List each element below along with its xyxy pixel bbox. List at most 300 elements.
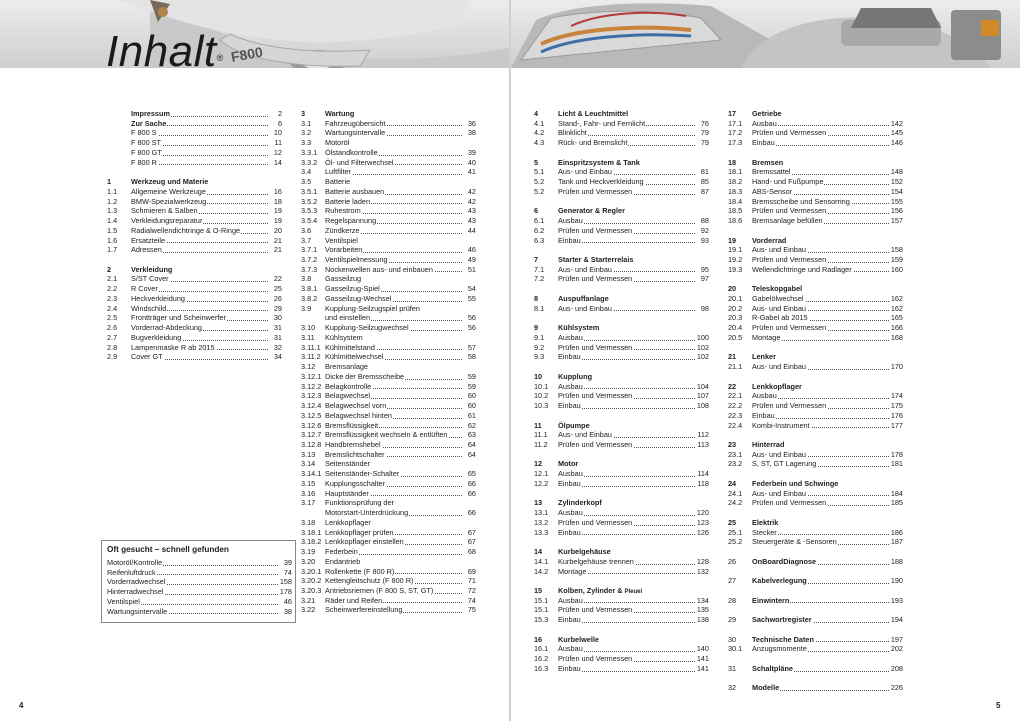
toc-entry-title-text: Ausbau <box>558 644 583 654</box>
toc-entry[interactable] <box>301 576 476 586</box>
toc-entry-number: 5.1 <box>534 167 545 177</box>
toc-entry[interactable] <box>301 489 476 499</box>
toc-entry-title <box>752 265 853 274</box>
toc-entry[interactable] <box>301 391 476 401</box>
toc-entry[interactable] <box>728 411 903 421</box>
toc-entry[interactable] <box>301 177 476 187</box>
toc-entry[interactable] <box>301 352 476 362</box>
toc-entry-title-text: Ölstandkontrolle <box>325 147 378 157</box>
toc-entry-page: 100 <box>696 332 709 342</box>
toc-entry-title <box>325 596 383 605</box>
toc-entry[interactable] <box>301 255 476 265</box>
toc-entry[interactable] <box>534 343 709 353</box>
toc-entry[interactable] <box>301 274 476 284</box>
toc-entry[interactable] <box>301 421 476 431</box>
toc-entry[interactable] <box>534 508 709 518</box>
toc-entry-page: 21 <box>273 235 282 245</box>
toc-entry-number: 3.5.2 <box>301 196 318 206</box>
toc-entry-page: 38 <box>283 606 292 616</box>
toc-entry[interactable] <box>534 654 709 664</box>
toc-entry[interactable] <box>728 459 903 469</box>
toc-entry[interactable] <box>301 498 476 508</box>
toc-entry-title <box>752 119 778 128</box>
toc-entry-title <box>752 683 780 692</box>
toc-entry[interactable] <box>301 401 476 411</box>
toc-entry-number: 7 <box>534 255 539 265</box>
toc-entry-number: 3.12.6 <box>301 420 322 430</box>
toc-chapter-heading[interactable] <box>728 158 903 168</box>
toc-entry[interactable] <box>107 148 282 158</box>
toc-entry[interactable] <box>107 245 282 255</box>
toc-chapter-heading[interactable] <box>728 518 903 528</box>
toc-entry-number: 2.4 <box>107 303 118 313</box>
toc-entry-title-text: Prüfen und Vermessen <box>558 605 633 615</box>
toc-entry-title <box>558 518 633 527</box>
toc-entry-page: 42 <box>467 186 476 196</box>
toc-entry[interactable] <box>107 197 282 207</box>
toc-entry[interactable] <box>301 547 476 557</box>
toc-entry-title-text: Einbau <box>558 352 581 362</box>
toc-entry[interactable] <box>301 382 476 392</box>
toc-entry[interactable] <box>301 537 476 547</box>
toc-entry[interactable] <box>534 615 709 625</box>
toc-chapter-heading[interactable] <box>728 479 903 489</box>
toc-entry[interactable] <box>107 236 282 246</box>
toc-entry[interactable] <box>107 216 282 226</box>
toc-entry[interactable] <box>728 313 903 323</box>
toc-entry[interactable] <box>107 138 282 148</box>
toc-entry[interactable] <box>107 323 282 333</box>
toc-entry[interactable] <box>728 421 903 431</box>
toc-entry-page: 140 <box>696 644 709 654</box>
toc-entry[interactable] <box>728 294 903 304</box>
toc-entry[interactable] <box>301 245 476 255</box>
toc-entry[interactable] <box>301 216 476 226</box>
toc-entry[interactable] <box>534 382 709 392</box>
toc-entry[interactable] <box>107 119 282 129</box>
toc-entry[interactable] <box>534 304 709 314</box>
toc-entry[interactable] <box>534 664 709 674</box>
toc-entry-title-text: Tank und Heckverkleidung <box>558 177 644 187</box>
toc-entry-number: 3.8.1 <box>301 284 318 294</box>
toc-entry-title <box>325 567 395 576</box>
toc-entry-title-text: Bremssattel <box>752 167 791 177</box>
toc-entry[interactable] <box>301 158 476 168</box>
toc-entry[interactable] <box>534 479 709 489</box>
toc-spacer <box>107 167 282 177</box>
toc-entry[interactable] <box>728 489 903 499</box>
toc-entry-title <box>131 216 203 225</box>
toc-entry-title-text: Montage <box>752 332 781 342</box>
toc-entry[interactable] <box>107 274 282 284</box>
toc-entry-title-text: Dicke der Bremsscheibe <box>325 371 405 381</box>
toc-entry-page: 177 <box>890 420 903 430</box>
toc-entry[interactable] <box>301 372 476 382</box>
toc-entry[interactable] <box>107 577 292 587</box>
toc-entry[interactable] <box>534 216 709 226</box>
toc-entry[interactable] <box>534 596 709 606</box>
toc-entry-title-text: Fahrzeugübersicht <box>325 118 386 128</box>
toc-entry[interactable] <box>301 528 476 538</box>
toc-chapter-heading[interactable] <box>534 255 709 265</box>
toc-entry-number: 12.1 <box>534 469 549 479</box>
toc-entry-title-text: Frontträger und Scheinwerfer <box>131 313 226 323</box>
toc-entry[interactable] <box>534 518 709 528</box>
toc-chapter-heading[interactable] <box>728 109 903 119</box>
toc-chapter-heading[interactable] <box>728 440 903 450</box>
toc-entry-number: 3.19 <box>301 547 316 557</box>
toc-chapter-heading[interactable] <box>301 109 476 119</box>
toc-entry[interactable] <box>301 148 476 158</box>
toc-entry[interactable] <box>534 430 709 440</box>
toc-entry[interactable] <box>301 430 476 440</box>
toc-entry[interactable] <box>301 450 476 460</box>
toc-entry-number: 18.2 <box>728 177 743 187</box>
toc-chapter-heading[interactable] <box>534 635 709 645</box>
toc-entry-title <box>558 440 633 449</box>
toc-entry[interactable] <box>107 597 292 607</box>
toc-entry-number: 12 <box>534 459 543 469</box>
toc-entry-title <box>558 304 613 313</box>
toc-entry-number: 3.11.2 <box>301 352 321 362</box>
toc-entry-page: 46 <box>283 596 292 606</box>
toc-chapter-heading[interactable] <box>728 352 903 362</box>
toc-entry[interactable] <box>301 343 476 353</box>
toc-entry-title <box>752 362 807 371</box>
toc-entry[interactable] <box>728 537 903 547</box>
toc-entry[interactable] <box>534 265 709 275</box>
toc-entry[interactable] <box>534 605 709 615</box>
toc-entry[interactable] <box>301 294 476 304</box>
toc-entry-page: 66 <box>467 508 476 518</box>
toc-entry[interactable] <box>534 644 709 654</box>
toc-entry[interactable] <box>301 138 476 148</box>
toc-chapter-heading[interactable] <box>534 372 709 382</box>
toc-entry[interactable] <box>728 119 903 129</box>
toc-entry-title <box>131 333 182 342</box>
toc-entry[interactable] <box>728 615 903 625</box>
toc-entry[interactable] <box>534 352 709 362</box>
toc-entry[interactable] <box>728 401 903 411</box>
toc-entry-title-text: Funktionsprüfung der <box>325 498 394 508</box>
toc-entry[interactable] <box>534 274 709 284</box>
toc-entry-title-text: Windschild <box>131 303 167 313</box>
toc-entry-number: 22.3 <box>728 410 743 420</box>
page-title <box>106 27 224 76</box>
toc-entry[interactable] <box>107 128 282 138</box>
toc-entry[interactable] <box>301 586 476 596</box>
toc-entry[interactable] <box>301 518 476 528</box>
toc-entry-page: 60 <box>467 391 476 401</box>
toc-entry-page: 194 <box>890 615 903 625</box>
toc-entry[interactable] <box>728 528 903 538</box>
toc-entry[interactable] <box>301 567 476 577</box>
toc-entry[interactable] <box>107 206 282 216</box>
toc-entry[interactable] <box>301 128 476 138</box>
toc-entry-title-text: Prüfen und Vermessen <box>752 128 827 138</box>
toc-entry[interactable] <box>107 284 282 294</box>
toc-entry-number: 3.5.1 <box>301 186 318 196</box>
toc-entry[interactable] <box>107 304 282 314</box>
toc-entry[interactable] <box>301 333 476 343</box>
toc-entry[interactable] <box>728 498 903 508</box>
toc-entry-title <box>558 654 633 663</box>
toc-entry-title <box>107 558 163 567</box>
toc-entry-page: 46 <box>467 245 476 255</box>
toc-entry-title <box>325 148 379 157</box>
toc-entry-number: 25 <box>728 517 737 527</box>
toc-entry-number: 29 <box>728 615 737 625</box>
toc-entry[interactable] <box>534 567 709 577</box>
toc-entry-number: 16.1 <box>534 644 549 654</box>
toc-entry-title-text: Belagwechsel hinten <box>325 410 392 420</box>
toc-entry-page: 56 <box>467 323 476 333</box>
toc-entry-page: 54 <box>467 284 476 294</box>
toc-entry[interactable] <box>728 664 903 674</box>
toc-entry[interactable] <box>301 411 476 421</box>
toc-entry-title <box>325 109 355 118</box>
toc-entry[interactable] <box>728 206 903 216</box>
toc-spacer <box>107 255 282 265</box>
toc-entry-title <box>752 352 777 361</box>
toc-entry-number: 1.1 <box>107 186 118 196</box>
toc-entry-number: 3.20.1 <box>301 566 322 576</box>
motorcycle-image-left <box>0 0 509 68</box>
toc-entry[interactable] <box>534 469 709 479</box>
toc-entry-title <box>325 557 361 566</box>
toc-entry[interactable] <box>728 304 903 314</box>
toc-chapter-heading[interactable] <box>534 586 709 596</box>
toc-entry[interactable] <box>301 605 476 615</box>
toc-entry-title <box>325 411 393 420</box>
toc-entry[interactable] <box>301 119 476 129</box>
toc-entry[interactable] <box>534 138 709 148</box>
toc-chapter-heading[interactable] <box>534 294 709 304</box>
toc-entry[interactable] <box>728 138 903 148</box>
toc-entry[interactable] <box>301 226 476 236</box>
toc-entry-title <box>131 197 207 206</box>
toc-entry-title-text: Luftfilter <box>325 167 351 177</box>
toc-entry-title-text: Adressen <box>131 245 162 255</box>
toc-entry[interactable] <box>728 197 903 207</box>
toc-entry-page: 134 <box>696 595 709 605</box>
toc-entry-title-text: Einbau <box>752 138 775 148</box>
toc-entry-number: 19.3 <box>728 264 743 274</box>
toc-entry[interactable] <box>728 450 903 460</box>
toc-entry[interactable] <box>728 245 903 255</box>
toc-entry[interactable] <box>534 333 709 343</box>
toc-entry[interactable] <box>534 119 709 129</box>
toc-entry[interactable] <box>107 558 292 568</box>
toc-entry-page: 190 <box>890 576 903 586</box>
toc-entry[interactable] <box>301 265 476 275</box>
toc-entry[interactable] <box>107 158 282 168</box>
toc-entry-page: 186 <box>890 527 903 537</box>
toc-spacer <box>534 197 709 207</box>
toc-entry-number: 30 <box>728 634 737 644</box>
toc-entry[interactable] <box>534 226 709 236</box>
toc-entry-page: 42 <box>467 196 476 206</box>
toc-entry[interactable] <box>728 333 903 343</box>
toc-chapter-heading[interactable] <box>534 459 709 469</box>
toc-entry-number: 3.7 <box>301 235 312 245</box>
toc-entry-title-text: Prüfen und Vermessen <box>752 498 827 508</box>
toc-entry-title-text: Motoröl/Kontrolle <box>107 558 163 567</box>
toc-entry[interactable] <box>728 391 903 401</box>
toc-entry[interactable] <box>728 557 903 567</box>
toc-entry[interactable] <box>728 323 903 333</box>
toc-entry-title-text: Hauptständer <box>325 488 369 498</box>
toc-entry-title <box>752 255 827 264</box>
toc-entry-number: 2.2 <box>107 284 118 294</box>
toc-entry[interactable] <box>534 167 709 177</box>
toc-entry-title-text: Bremsanlage <box>325 362 368 372</box>
toc-entry[interactable] <box>107 343 282 353</box>
toc-chapter-heading[interactable] <box>534 547 709 557</box>
toc-entry-title <box>325 469 400 478</box>
toc-chapter-heading[interactable] <box>534 421 709 431</box>
toc-entry-title-text: F 800 R <box>131 157 157 167</box>
toc-spacer <box>728 226 903 236</box>
toc-entry[interactable] <box>107 352 282 362</box>
toc-entry-title-text: Wellendichtringe und Radlager <box>752 264 852 274</box>
toc-entry-page: 58 <box>467 352 476 362</box>
toc-entry-title <box>131 265 173 274</box>
toc-entry[interactable] <box>301 187 476 197</box>
toc-entry[interactable] <box>107 226 282 236</box>
toc-entry[interactable] <box>534 391 709 401</box>
toc-entry[interactable] <box>107 294 282 304</box>
toc-entry-title-text: Motor <box>558 459 579 469</box>
toc-entry-number: 3.11 <box>301 332 315 342</box>
toc-entry-title <box>752 109 783 118</box>
toc-entry[interactable] <box>534 128 709 138</box>
toc-entry-page: 76 <box>700 118 709 128</box>
toc-spacer <box>728 674 903 684</box>
toc-entry-number: 3.12.2 <box>301 381 322 391</box>
toc-entry-number: 3.7.2 <box>301 255 318 265</box>
toc-entry-title <box>558 265 613 274</box>
toc-entry[interactable] <box>301 596 476 606</box>
toc-entry[interactable] <box>301 206 476 216</box>
toc-entry[interactable] <box>728 576 903 586</box>
toc-spacer <box>534 313 709 323</box>
toc-entry[interactable] <box>301 440 476 450</box>
toc-entry[interactable] <box>728 635 903 645</box>
toc-entry[interactable] <box>107 313 282 323</box>
toc-entry[interactable] <box>301 469 476 479</box>
toc-entry-title-text: Ausbau <box>558 332 583 342</box>
toc-entry[interactable] <box>301 236 476 246</box>
toc-entry[interactable] <box>301 362 476 372</box>
toc-entry-title <box>131 226 241 235</box>
toc-entry-number: 31 <box>728 663 737 673</box>
toc-entry[interactable] <box>301 323 476 333</box>
toc-entry-title <box>131 352 164 361</box>
toc-chapter-heading[interactable] <box>534 109 709 119</box>
toc-entry[interactable] <box>534 401 709 411</box>
toc-entry[interactable] <box>728 216 903 226</box>
toc-spacer <box>728 625 903 635</box>
toc-entry[interactable] <box>534 236 709 246</box>
toc-entry[interactable] <box>728 187 903 197</box>
toc-entry-title <box>752 421 811 430</box>
toc-entry[interactable] <box>728 255 903 265</box>
toc-entry-title <box>752 294 805 303</box>
toc-entry[interactable] <box>107 587 292 597</box>
toc-entry-page: 14 <box>273 157 282 167</box>
toc-entry[interactable] <box>534 528 709 538</box>
toc-entry-title-text: Federbein und Schwinge <box>752 478 839 488</box>
toc-entry[interactable] <box>301 284 476 294</box>
toc-entry[interactable] <box>728 167 903 177</box>
toc-chapter-heading[interactable] <box>534 498 709 508</box>
toc-chapter-heading[interactable] <box>534 323 709 333</box>
toc-entry-page: 39 <box>283 558 292 567</box>
toc-entry-title-text: Ausbau <box>752 118 777 128</box>
toc-chapter-heading[interactable] <box>728 382 903 392</box>
toc-entry-title-text: Allgemeine Werkzeuge <box>131 186 206 196</box>
toc-entry[interactable] <box>728 644 903 654</box>
toc-entry[interactable] <box>301 508 476 518</box>
toc-entry[interactable] <box>728 128 903 138</box>
toc-entry-number: 7.1 <box>534 264 545 274</box>
toc-chapter-heading[interactable] <box>107 177 282 187</box>
toc-entry[interactable] <box>534 187 709 197</box>
toc-entry[interactable] <box>534 177 709 187</box>
toc-entry[interactable] <box>107 333 282 343</box>
toc-chapter-heading[interactable] <box>728 284 903 294</box>
toc-entry-number: 3.18 <box>301 517 316 527</box>
toc-chapter-heading[interactable] <box>534 158 709 168</box>
toc-entry[interactable] <box>728 683 903 693</box>
toc-entry-page: 148 <box>890 167 903 177</box>
toc-entry[interactable] <box>107 568 292 578</box>
toc-entry[interactable] <box>301 313 476 323</box>
toc-entry[interactable] <box>301 479 476 489</box>
toc-entry[interactable] <box>728 265 903 275</box>
page-number-right: 5 <box>996 701 1001 710</box>
toc-entry-number: 1.2 <box>107 196 118 206</box>
toc-entry[interactable] <box>301 459 476 469</box>
toc-entry[interactable] <box>107 109 282 119</box>
toc-entry[interactable] <box>534 440 709 450</box>
toc-entry-page: 208 <box>890 663 903 673</box>
toc-entry[interactable] <box>728 177 903 187</box>
toc-entry[interactable] <box>301 197 476 207</box>
toc-entry-title <box>752 498 827 507</box>
toc-entry-page: 157 <box>890 216 903 226</box>
toc-entry-title-text: Kühlmittelwechsel <box>325 352 384 362</box>
toc-entry-number: 1 <box>107 177 112 187</box>
toc-entry-title <box>325 489 370 498</box>
toc-entry[interactable] <box>301 557 476 567</box>
toc-entry[interactable] <box>301 167 476 177</box>
toc-entry-title <box>752 313 809 322</box>
toc-chapter-heading[interactable] <box>107 265 282 275</box>
toc-chapter-heading[interactable] <box>728 236 903 246</box>
toc-entry-title <box>325 508 409 517</box>
toc-entry[interactable] <box>534 557 709 567</box>
toc-entry[interactable] <box>728 596 903 606</box>
toc-entry[interactable] <box>107 187 282 197</box>
toc-entry[interactable] <box>301 304 476 314</box>
toc-entry[interactable] <box>107 607 292 617</box>
toc-entry[interactable] <box>728 362 903 372</box>
toc-entry-page: 97 <box>700 274 709 284</box>
toc-entry-title <box>752 216 824 225</box>
toc-chapter-heading[interactable] <box>534 206 709 216</box>
